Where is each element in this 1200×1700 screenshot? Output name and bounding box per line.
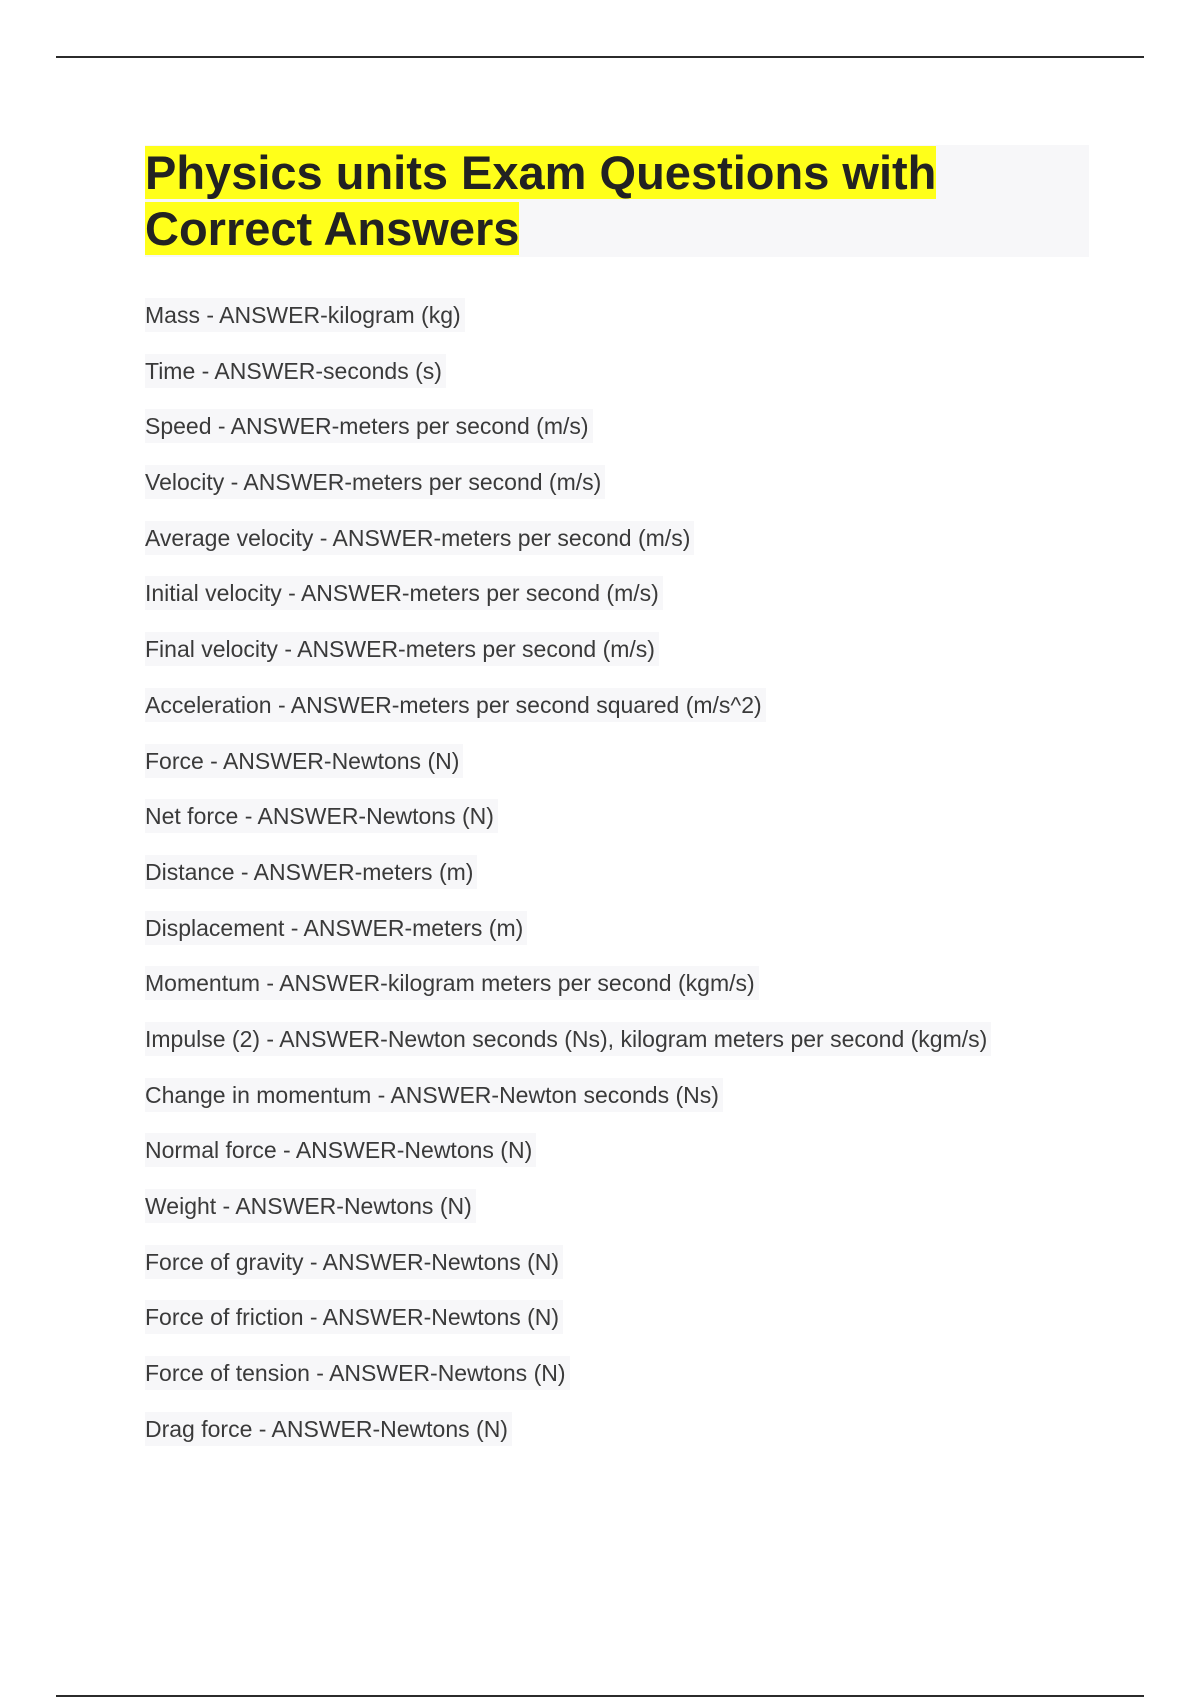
qa-text: Initial velocity - ANSWER-meters per second (m/s) [145,576,663,610]
qa-list [145,298,1105,1467]
qa-text: Time - ANSWER-seconds (s) [145,354,446,388]
list-item [145,465,1105,521]
qa-text: Force of tension - ANSWER-Newtons (N) [145,1356,570,1390]
qa-text: Force of gravity - ANSWER-Newtons (N) [145,1245,563,1279]
qa-text: Drag force - ANSWER-Newtons (N) [145,1412,512,1446]
list-item [145,1022,1105,1078]
qa-text: Net force - ANSWER-Newtons (N) [145,799,498,833]
list-item [145,1078,1105,1134]
list-item [145,799,1105,855]
qa-text: Normal force - ANSWER-Newtons (N) [145,1133,536,1167]
qa-text: Force of friction - ANSWER-Newtons (N) [145,1300,563,1334]
list-item [145,1189,1105,1245]
list-item [145,744,1105,800]
qa-text: Change in momentum - ANSWER-Newton seconds (Ns) [145,1078,723,1112]
qa-text: Mass - ANSWER-kilogram (kg) [145,298,465,332]
list-item [145,576,1105,632]
list-item [145,1412,1105,1468]
bottom-divider [56,1695,1144,1697]
list-item [145,354,1105,410]
qa-text: Momentum - ANSWER-kilogram meters per second (kgm/s) [145,966,759,1000]
list-item [145,1245,1105,1301]
list-item [145,298,1105,354]
list-item [145,911,1105,967]
qa-text: Final velocity - ANSWER-meters per second (m/s) [145,632,659,666]
title-block [145,145,1089,257]
list-item [145,632,1105,688]
top-divider [56,56,1144,58]
title-highlight: Physics units Exam Questions with Correct Answers [145,146,937,255]
qa-text: Acceleration - ANSWER-meters per second squared (m/s^2) [145,688,766,722]
qa-text: Velocity - ANSWER-meters per second (m/s) [145,465,605,499]
list-item [145,1133,1105,1189]
list-item [145,1356,1105,1412]
qa-text: Average velocity - ANSWER-meters per second (m/s) [145,521,694,555]
page-title [145,145,975,257]
list-item [145,966,1105,1022]
list-item [145,855,1105,911]
list-item [145,688,1105,744]
qa-text: Force - ANSWER-Newtons (N) [145,744,463,778]
qa-text: Weight - ANSWER-Newtons (N) [145,1189,476,1223]
qa-text: Distance - ANSWER-meters (m) [145,855,477,889]
qa-text: Displacement - ANSWER-meters (m) [145,911,527,945]
qa-text: Impulse (2) - ANSWER-Newton seconds (Ns), kilogram meters per second (kgm/s) [145,1022,991,1056]
list-item [145,1300,1105,1356]
list-item [145,521,1105,577]
qa-text: Speed - ANSWER-meters per second (m/s) [145,409,593,443]
list-item [145,409,1105,465]
